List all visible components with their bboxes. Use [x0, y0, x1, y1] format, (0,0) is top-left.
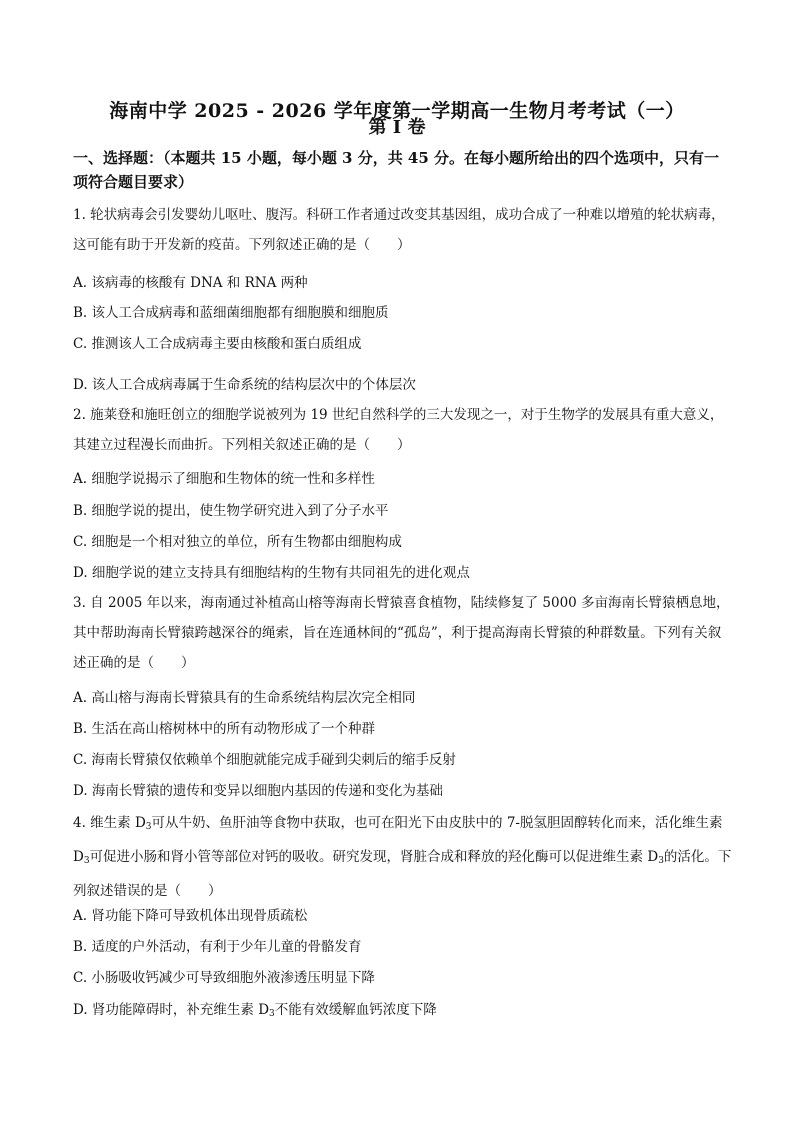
question-4-option-b: B. 适度的户外活动，有利于少年儿童的骨骼发育 — [73, 939, 362, 955]
question-4-stem: 4. 维生素 $D_3$可从牛奶、鱼肝油等食物中获取，也可在阳光下由皮肤中的 7-脱氢胆固醇转化而来，活化维生素 $D_3$可促进小肠和肾小管等部位对钙的吸收。研究发现，肾脏合成和释放的羟化酶可以促进维生素 $D_3$的活化。下列叙述错误的是（ ） — [73, 815, 732, 899]
question-3-option-c: C. 海南长臂猿仅依赖单个细胞就能完成手碰到尖刺后的缩手反射 — [73, 752, 456, 768]
exam-title: 海南中学 2025 - 2026 学年度第一学期高一生物月考考试（一） — [109, 100, 685, 122]
question-2-stem: 2. 施莱登和施旺创立的细胞学说被列为 19 世纪自然科学的三大发现之一，对于生物学的发展具有重大意义，其建立过程漫长而曲折。下列相关叙述正确的是（ ） — [73, 407, 724, 453]
question-1-option-d: D. 该人工合成病毒属于生命系统的结构层次中的个体层次 — [73, 377, 416, 393]
question-3-option-a: A. 高山榕与海南长臂猿具有的生命系统结构层次完全相同 — [73, 690, 416, 706]
question-1-option-b: B. 该人工合成病毒和蓝细菌细胞都有细胞膜和细胞质 — [73, 305, 389, 321]
question-2-option-d: D. 细胞学说的建立支持具有细胞结构的生物有共同祖先的进化观点 — [73, 565, 470, 581]
question-1-option-c: C. 推测该人工合成病毒主要由核酸和蛋白质组成 — [73, 336, 362, 352]
question-1-option-a: A. 该病毒的核酸有 DNA 和 RNA 两种 — [73, 275, 308, 291]
question-2-option-a: A. 细胞学说揭示了细胞和生物体的统一性和多样性 — [73, 471, 375, 487]
question-4-option-a: A. 肾功能下降可导致机体出现骨质疏松 — [73, 908, 308, 924]
question-1-stem: 1. 轮状病毒会引发婴幼儿呕吐、腹泻。科研工作者通过改变其基因组，成功合成了一种难以增殖的轮状病毒，这可能有助于开发新的疫苗。下列叙述正确的是（ ） — [73, 207, 725, 253]
question-3-option-d: D. 海南长臂猿的遗传和变异以细胞内基因的传递和变化为基础 — [73, 783, 443, 799]
section-heading: 一、选择题：（本题共 15 小题，每小题 3 分，共 45 分。在每小题所给出的四个选项中，只有一项符合题目要求） — [73, 149, 720, 191]
question-4-option-c: C. 小肠吸收钙减少可导致细胞外液渗透压明显下降 — [73, 970, 375, 986]
volume-heading: 第 I 卷 — [368, 117, 426, 138]
question-3-option-b: B. 生活在高山榕树林中的所有动物形成了一个种群 — [73, 721, 376, 737]
question-3-stem: 3. 自 2005 年以来，海南通过补植高山榕等海南长臂猿喜食植物，陆续修复了 5000 多亩海南长臂猿栖息地，其中帮助海南长臂猿跨越深谷的绳索，旨在连通林间的“孤岛”，利于提高海南长臂猿的种群数量。下列有关叙述正确的是（ ） — [73, 595, 730, 671]
question-4-option-d: D. 肾功能障碍时，补充维生素 $D_3$不能有效缓解血钙浓度下降 — [73, 1002, 437, 1019]
question-2-option-b: B. 细胞学说的提出，使生物学研究进入到了分子水平 — [73, 503, 389, 519]
question-2-option-c: C. 细胞是一个相对独立的单位，所有生物都由细胞构成 — [73, 534, 402, 550]
